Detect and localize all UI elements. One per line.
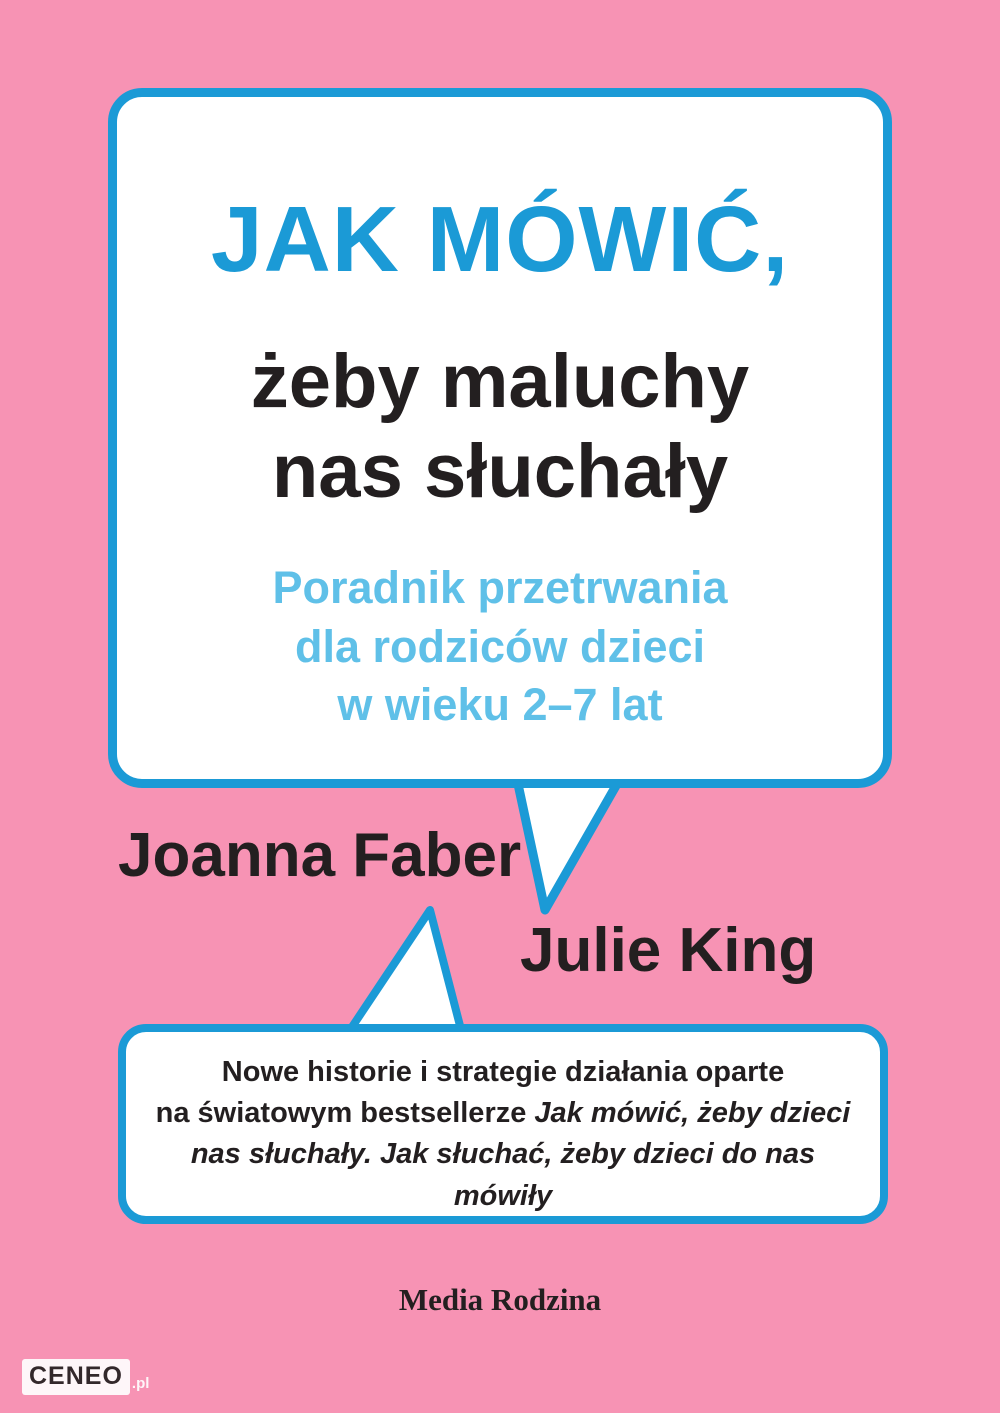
blurb-line2-plain: na światowym bestsellerze [155, 1097, 535, 1130]
ceneo-watermark [22, 1359, 149, 1395]
blurb-line1: Nowe historie i strategie działania oparte [221, 1056, 785, 1088]
book-tagline-line3: w wieku 2–7 lat [337, 679, 663, 730]
speech-bubble-tail-top [505, 770, 635, 920]
book-subtitle-line2: nas słuchały [271, 428, 729, 514]
book-tagline-line2: dla rodziców dzieci [294, 620, 706, 672]
blurb-line3-italic: nas słuchały. Jak słuchać, żeby dzieci do nas mówiły [190, 1138, 816, 1212]
book-title: JAK MÓWIĆ, [210, 187, 790, 291]
book-subtitle-line1: żeby maluchy [250, 339, 750, 424]
ceneo-watermark-suffix: .pl [131, 1375, 150, 1392]
book-tagline-line1: Poradnik przetrwania [272, 562, 728, 613]
author-name-secondary: Julie King [520, 916, 817, 985]
blurb-speech-bubble [118, 1024, 888, 1224]
book-subtitle [117, 337, 883, 516]
blurb-line2-italic: Jak mówić, żeby dzieci [534, 1097, 851, 1130]
blurb-line3 [146, 1134, 860, 1216]
publisher-name: Media Rodzina [398, 1282, 602, 1317]
book-tagline [117, 559, 883, 735]
blurb-text [146, 1052, 860, 1217]
ceneo-watermark-label: CENEO [22, 1359, 130, 1395]
main-speech-bubble [108, 88, 892, 788]
author-name-primary: Joanna Faber [118, 821, 522, 890]
blurb-line2 [146, 1093, 860, 1134]
